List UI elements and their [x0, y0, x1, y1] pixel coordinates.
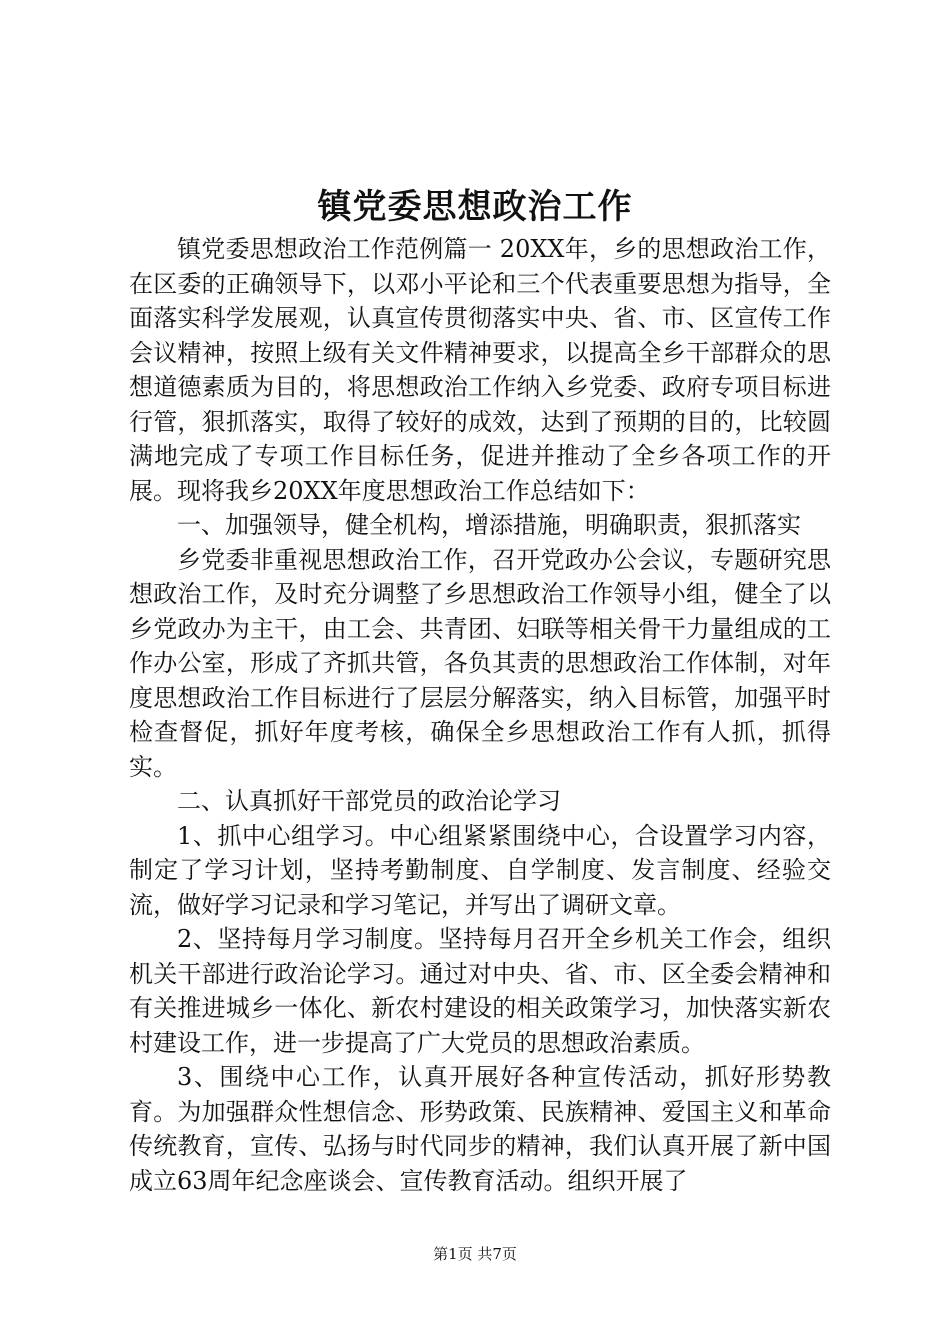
paragraph-item-2: 2、坚持每月学习制度。坚持每月召开全乡机关工作会，组织机关干部进行政治论学习。通过对中央、省、市、区全委会精神和有关推进城乡一体化、新农村建设的相关政策学习，加快落实新农村建设工作，进一步提高了广大党员的思想政治素质。	[129, 925, 831, 1057]
paragraph-item-1: 1、抓中心组学习。中心组紧紧围绕中心，合设置学习内容，制定了学习计划，坚持考勤制度、自学制度、发言制度、经验交流，做好学习记录和学习笔记，并写出了调研文章。	[129, 821, 831, 919]
section-heading-2: 二、认真抓好干部党员的政治论学习	[177, 787, 561, 815]
section-heading-1: 一、加强领导，健全机构，增添措施，明确职责，狠抓落实	[177, 511, 801, 539]
paragraph-intro: 镇党委思想政治工作范例篇一 20XX年，乡的思想政治工作，在区委的正确领导下，以邓小平论和三个代表重要思想为指导，全面落实科学发展观，认真宣传贯彻落实中央、省、市、区宣传工作会议精神，按照上级有关文件精神要求，以提高全乡干部群众的思想道德素质为目的，将思想政治工作纳入乡党委、政府专项目标进行管，狠抓落实，取得了较好的成效，达到了预期的目的，比较圆满地完成了专项工作目标任务，促进并推动了全乡各项工作的开展。现将我乡20XX年度思想政治工作总结如下：	[129, 235, 831, 505]
page-footer: 第1页 共7页	[433, 1245, 517, 1263]
document-title: 镇党委思想政治工作	[317, 187, 633, 227]
paragraph-item-3: 3、围绕中心工作，认真开展好各种宣传活动，抓好形势教育。为加强群众性想信念、形势政策、民族精神、爱国主义和革命传统教育，宣传、弘扬与时代同步的精神，我们认真开展了新中国成立63周年纪念座谈会、宣传教育活动。组织开展了	[129, 1063, 831, 1195]
document-body	[129, 232, 831, 1198]
paragraph-section-1: 乡党委非重视思想政治工作，召开党政办公会议，专题研究思想政治工作，及时充分调整了乡思想政治工作领导小组，健全了以乡党政办为主干，由工会、共青团、妇联等相关骨干力量组成的工作办公室，形成了齐抓共管，各负其责的思想政治工作体制，对年度思想政治工作目标进行了层层分解落实，纳入目标管，加强平时检查督促，抓好年度考核，确保全乡思想政治工作有人抓，抓得实。	[129, 545, 831, 781]
